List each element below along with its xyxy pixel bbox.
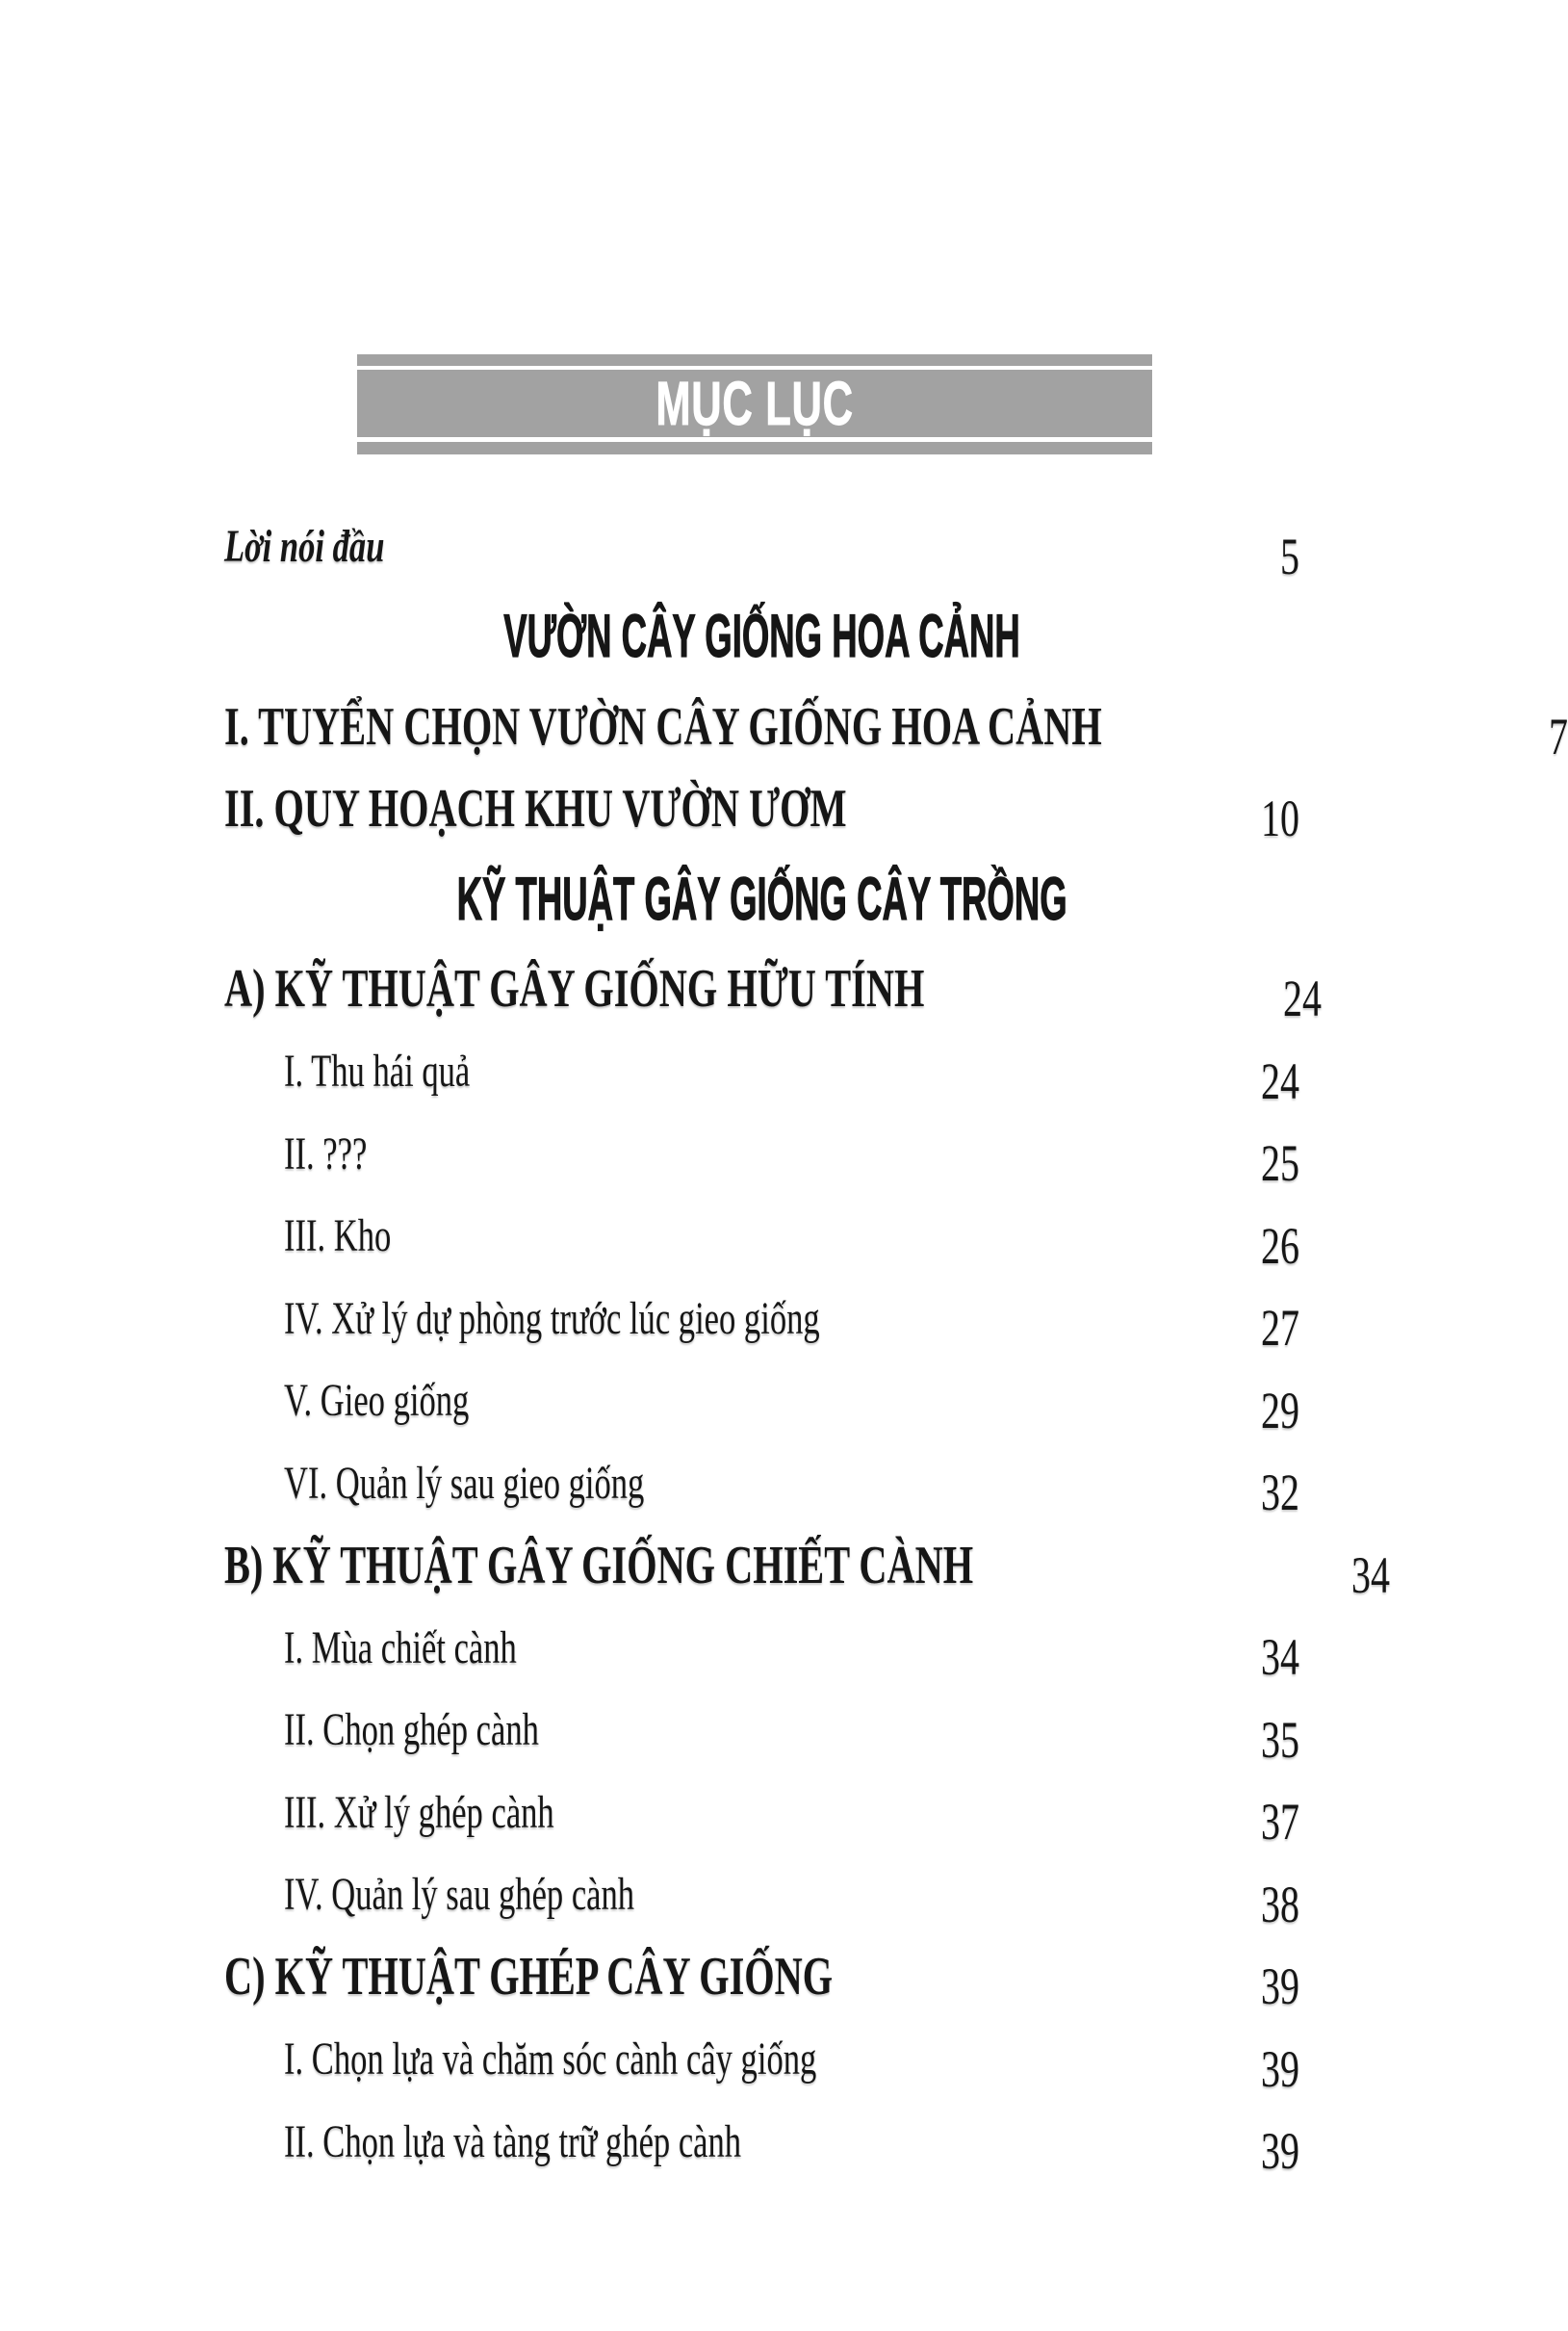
toc-entry-label: IV. Quản lý sau ghép cành [284, 1869, 635, 1921]
toc-entry-page: 39 [1261, 2122, 1299, 2181]
toc-entry-label: II. ??? [284, 1127, 368, 1179]
toc-entry [224, 1524, 1390, 1607]
toc-entry-label: B) KỸ THUẬT GÂY GIỐNG CHIẾT CÀNH [224, 1535, 974, 1595]
toc-entry-label: V. Gieo giống [284, 1375, 470, 1427]
toc-entry [224, 948, 1323, 1031]
toc-entry-label: II. QUY HOẠCH KHU VƯỜN ƯƠM [224, 779, 847, 840]
toc-entry-label: III. Xử lý ghép cành [284, 1786, 554, 1838]
toc-entry-page: 29 [1261, 1381, 1299, 1439]
toc-entry [224, 1689, 1299, 1772]
page-number-column [1174, 2039, 1299, 2099]
toc-section-heading [224, 858, 1299, 941]
banner-band [357, 370, 1152, 437]
toc-entry [224, 686, 1568, 768]
toc-entry [224, 1195, 1299, 1278]
toc-entry-label: II. Chọn lựa và tàng trữ ghép cành [284, 2115, 742, 2167]
toc-entry-label: VI. Quản lý sau gieo giống [284, 1457, 645, 1509]
toc-entry-page: 37 [1261, 1793, 1299, 1852]
toc-entry-label: A) KỸ THUẬT GÂY GIỐNG HỮU TÍNH [224, 959, 925, 1020]
toc-entry-page: 38 [1261, 1875, 1299, 1933]
page-number-column [1174, 789, 1299, 848]
page-number-column [1174, 1792, 1299, 1852]
page-number-column [1174, 1463, 1299, 1522]
page-number-column [1443, 707, 1568, 766]
toc-section-heading [224, 596, 1299, 679]
toc-entry-label: I. TUYỂN CHỌN VƯỜN CÂY GIỐNG HOA CẢNH [224, 696, 1102, 757]
page-number-column [1174, 527, 1299, 586]
toc-entry [224, 1360, 1299, 1442]
toc-entry-page: 34 [1350, 1545, 1390, 1604]
table-of-contents [224, 505, 1568, 2183]
toc-entry-label: I. Mùa chiết cành [284, 1621, 517, 1673]
toc-entry [224, 1853, 1299, 1936]
toc-entry-page: 39 [1261, 1957, 1299, 2016]
toc-entry [224, 1030, 1299, 1113]
toc-entry [224, 768, 1299, 851]
toc-entry-label: C) KỸ THUẬT GHÉP CÂY GIỐNG [224, 1947, 834, 2007]
toc-entry [224, 2018, 1299, 2101]
toc-entry [224, 2101, 1299, 2184]
page-title: MỤC LỤC [655, 369, 854, 438]
toc-entry-page: 25 [1261, 1134, 1299, 1193]
toc-entry-label: I. Thu hái quả [284, 1046, 471, 1098]
banner-stripe-bottom [357, 442, 1152, 454]
toc-entry-page: 24 [1261, 1051, 1299, 1110]
page-number-column [1174, 1956, 1299, 2016]
toc-entry-page: 32 [1261, 1463, 1299, 1522]
muc-luc-banner [357, 354, 1152, 454]
toc-entry-page: 35 [1261, 1710, 1299, 1769]
toc-entry-page: 24 [1283, 970, 1323, 1028]
page-number-column [1174, 1710, 1299, 1770]
toc-entry-page: 7 [1549, 707, 1568, 765]
toc-entry-page: 34 [1261, 1628, 1299, 1687]
toc-entry-page: 10 [1261, 790, 1299, 848]
toc-entry-page: 26 [1261, 1216, 1299, 1275]
toc-entry [224, 1772, 1299, 1854]
toc-entry-page: 5 [1280, 527, 1299, 585]
page-number-column [1174, 2121, 1299, 2181]
page-number-column [1174, 1051, 1299, 1111]
page-number-column [1174, 1216, 1299, 1276]
toc-section-heading-label: KỸ THUẬT GÂY GIỐNG CÂY TRỒNG [456, 865, 1067, 933]
page-number-column [1174, 1298, 1299, 1358]
toc-entry [224, 1936, 1299, 2019]
page-number-column [1174, 1381, 1299, 1440]
toc-entry [224, 1607, 1299, 1690]
toc-entry-preface [224, 505, 1299, 588]
page-number-column [1174, 1875, 1299, 1934]
toc-entry [224, 1278, 1299, 1360]
toc-entry-label: III. Kho [284, 1210, 392, 1262]
toc-entry-label: II. Chọn ghép cành [284, 1704, 539, 1756]
toc-entry-page: 39 [1261, 2039, 1299, 2098]
toc-entry [224, 1442, 1299, 1525]
toc-entry-page: 27 [1261, 1299, 1299, 1358]
toc-entry-label: I. Chọn lựa và chăm sóc cành cây giống [284, 2033, 817, 2085]
toc-entry [224, 1113, 1299, 1196]
toc-entry-label: Lời nói đầu [224, 521, 385, 573]
page-number-column [1174, 1627, 1299, 1687]
toc-entry-label: IV. Xử lý dự phòng trước lúc gieo giống [284, 1292, 820, 1344]
page-number-column [1196, 969, 1322, 1028]
page-number-column [1174, 1133, 1299, 1193]
banner-stripe-top [357, 354, 1152, 366]
toc-section-heading-label: VƯỜN CÂY GIỐNG HOA CẢNH [503, 603, 1020, 671]
page-number-column [1265, 1545, 1390, 1605]
